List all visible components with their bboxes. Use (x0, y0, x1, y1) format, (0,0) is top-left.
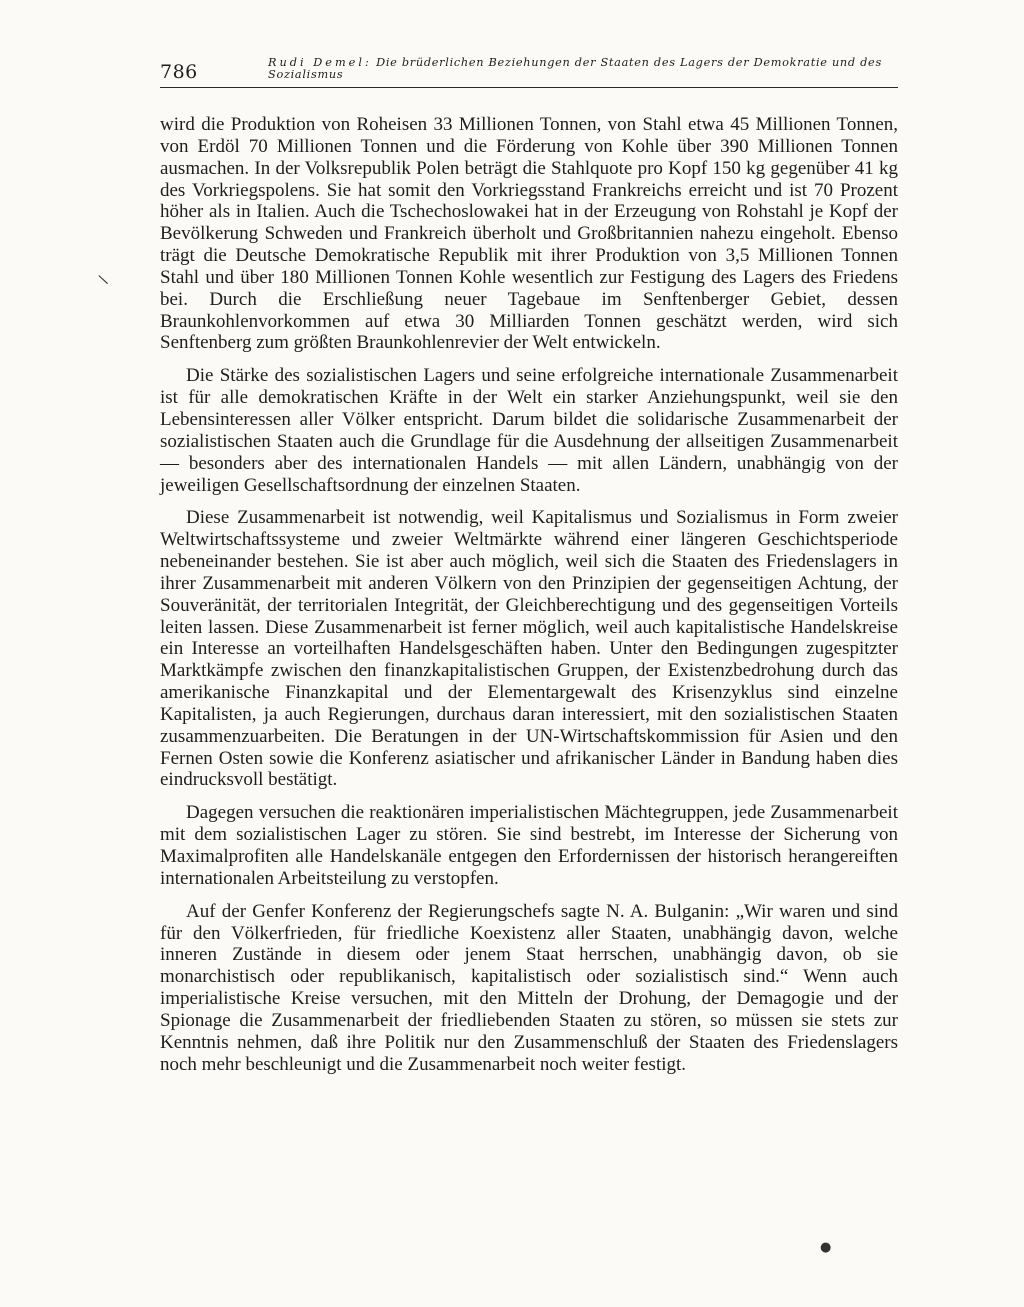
page-number: 786 (160, 61, 198, 83)
margin-pencil-mark: \ (97, 271, 110, 289)
running-header (160, 55, 898, 88)
body-text (160, 114, 898, 1086)
paragraph-3: Diese Zusammenarbeit ist notwendig, weil Kapitalismus und Sozialismus in Form zweier Weltwirtschaftssysteme und zweier Weltmärkte während einer längeren Geschichtsperiode nebeneinander bestehen. Sie ist aber auch möglich, weil sich die Staaten des Friedenslagers in ihrer Zusammenarbeit mit anderen Völkern von den Prinzipien der gegenseitigen Achtung, der Souveränität, der territorialen Integrität, der Gleichberechtigung und des gegenseitigen Vorteils leiten lassen. Diese Zusammenarbeit ist ferner möglich, weil auch kapitalistische Handelskreise ein Interesse an vorteilhaften Handelsgeschäften haben. Unter den Bedingungen zugespitzter Marktkämpfe zwischen den finanzkapitalistischen Gruppen, der Existenzbedrohung durch das amerikanische Finanzkapital und der Elementargewalt des Krisenzyklus sind einzelne Kapitalisten, ja auch Regierungen, durchaus daran interessiert, mit den sozialistischen Staaten zusammenzuarbeiten. Die Beratungen in der UN-Wirtschaftskommission für Asien und den Fernen Osten sowie die Konferenz asiatischer und afrikanischer Länder in Bandung haben dies eindrucksvoll bestätigt. (160, 507, 898, 791)
paragraph-1: wird die Produktion von Roheisen 33 Millionen Tonnen, von Stahl etwa 45 Millionen Tonnen, von Erdöl 70 Millionen Tonnen und die Förderung von Kohle über 390 Millionen Tonnen ausmachen. In der Volksrepublik Polen beträgt die Stahlquote pro Kopf 150 kg gegenüber 41 kg des Vorkriegspolens. Sie hat somit den Vorkriegsstand Frankreichs erreicht und ist 70 Prozent höher als in Italien. Auch die Tschechoslowakei hat in der Erzeugung von Rohstahl je Kopf der Bevölkerung Schweden und Frankreich überholt und Großbritannien nahezu eingeholt. Ebenso trägt die Deutsche Demokratische Republik mit ihrer Produktion von 3,5 Millionen Tonnen Stahl und über 180 Millionen Tonnen Kohle wesentlich zur Festigung des Lagers des Friedens bei. Durch die Erschließung neuer Tagebaue im Senftenberger Gebiet, dessen Braunkohlenvorkommen auf etwa 30 Milliarden Tonnen geschätzt werden, wird sich Senftenberg zum größten Braunkohlenrevier der Welt entwickeln. (160, 114, 898, 354)
ink-dot-mark: ● (820, 1240, 832, 1255)
header-title (268, 57, 898, 81)
paragraph-4: Dagegen versuchen die reaktionären imperialistischen Mächtegruppen, jede Zusammenarbeit mit dem sozialistischen Lager zu stören. Sie sind bestrebt, im Interesse der Sicherung von Maximalprofiten alle Handelskanäle entgegen den Erfordernissen der historisch herangereiften internationalen Arbeitsteilung zu verstopfen. (160, 802, 898, 889)
paragraph-2: Die Stärke des sozialistischen Lagers und seine erfolgreiche internationale Zusammenarbeit ist für alle demokratischen Kräfte in der Welt ein starker Anziehungspunkt, weil sie den Lebensinteressen aller Völker entspricht. Darum bildet die solidarische Zusammenarbeit der sozialistischen Staaten auch die Grundlage für die Ausdehnung der allseitigen Zusammenarbeit — besonders aber des internationalen Handels — mit allen Ländern, unabhängig von der jeweiligen Gesellschaftsordnung der einzelnen Staaten. (160, 365, 898, 496)
paragraph-5: Auf der Genfer Konferenz der Regierungschefs sagte N. A. Bulganin: „Wir waren und sind für den Völkerfrieden, für friedliche Koexistenz aller Staaten, unabhängig davon, welche inneren Zustände in diesem oder jenem Staat herrschen, unabhängig davon, ob sie monarchistisch oder republikanisch, kapitalistisch oder sozialistisch sind.“ Wenn auch imperialistische Kreise versuchen, mit den Mitteln der Drohung, der Demagogie und der Spionage die Zusammenarbeit der friedliebenden Staaten zu stören, so müssen sie stets zur Kenntnis nehmen, daß ihre Politik nur den Zusammenschluß der Staaten des Friedenslagers noch mehr beschleunigt und die Zusammenarbeit noch weiter festigt. (160, 900, 898, 1075)
header-article-title: Die brüderlichen Beziehungen der Staaten des Lagers der Demokratie und des Sozialismus (268, 56, 882, 81)
header-author: Rudi Demel: (268, 56, 372, 69)
